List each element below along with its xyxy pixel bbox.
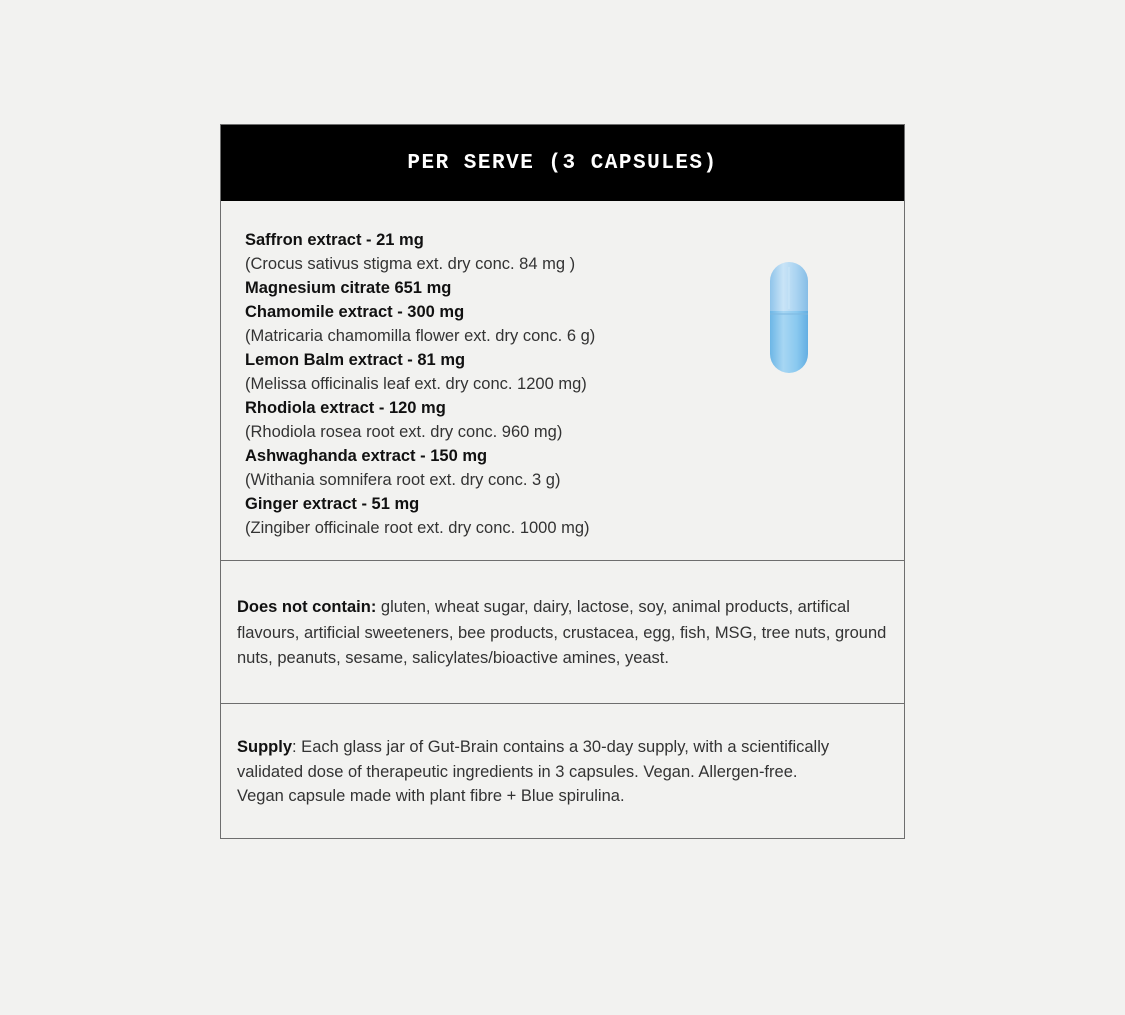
ingredient-name: Ginger extract - 51 mg xyxy=(245,495,420,513)
supply-line-3: Vegan capsule made with plant fibre + Blue spirulina. xyxy=(237,787,625,805)
allergen-section xyxy=(221,561,904,704)
allergen-label: Does not contain: xyxy=(237,598,377,616)
capsule-icon xyxy=(768,259,810,375)
panel-header xyxy=(221,125,904,201)
ingredient-detail: (Crocus sativus stigma ext. dry conc. 84 mg ) xyxy=(245,255,576,273)
supplement-facts-panel xyxy=(220,124,905,839)
ingredient-detail: (Melissa officinalis leaf ext. dry conc. 1200 mg) xyxy=(245,375,587,393)
panel-header-title: PER SERVE (3 CAPSULES) xyxy=(407,151,718,175)
ingredient-item xyxy=(245,396,904,444)
ingredients-section xyxy=(221,201,904,561)
ingredient-detail: (Withania somnifera root ext. dry conc. 3 g) xyxy=(245,471,561,489)
supply-label: Supply xyxy=(237,738,293,756)
ingredient-item xyxy=(245,492,904,540)
ingredient-detail: (Rhodiola rosea root ext. dry conc. 960 mg) xyxy=(245,423,563,441)
ingredient-name: Ashwaghanda extract - 150 mg xyxy=(245,447,488,465)
ingredient-name: Magnesium citrate 651 mg xyxy=(245,279,452,297)
supply-line-2: validated dose of therapeutic ingredients in 3 capsules. Vegan. Allergen-free. xyxy=(237,762,798,781)
ingredient-name: Chamomile extract - 300 mg xyxy=(245,303,465,321)
ingredient-detail: (Zingiber officinale root ext. dry conc. 1000 mg) xyxy=(245,519,590,537)
ingredient-name: Rhodiola extract - 120 mg xyxy=(245,399,446,417)
supply-section xyxy=(221,704,904,838)
supply-line-1: : Each glass jar of Gut-Brain contains a 30-day supply, with a scientifically xyxy=(292,738,830,756)
ingredient-item xyxy=(245,444,904,492)
ingredient-name: Lemon Balm extract - 81 mg xyxy=(245,351,466,369)
ingredient-detail: (Matricaria chamomilla flower ext. dry conc. 6 g) xyxy=(245,327,596,345)
ingredient-name: Saffron extract - 21 mg xyxy=(245,231,424,249)
allergen-text: gluten, wheat sugar, dairy, lactose, soy, animal products, artifical flavours, artificial sweeteners, bee products, crustacea, egg, fish, MSG, tree nuts, ground nuts, peanuts, sesame, salicylates/bioactive amines, yeast. xyxy=(237,598,887,667)
